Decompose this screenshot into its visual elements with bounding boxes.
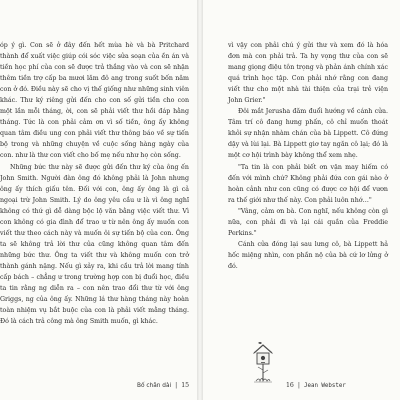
left-page xyxy=(0,0,199,400)
running-title: Bố chân dài xyxy=(137,383,172,389)
left-page-footer xyxy=(137,382,189,389)
footer-separator: | xyxy=(175,382,178,389)
paragraph: "Vâng, cảm ơn bà. Con nghĩ, nếu không còn gì nữa, con phải đi và lại cái quần của Freddie Perkins." xyxy=(228,207,388,237)
paragraph: Đôi mắt Jerusha đăm đuổi hướng về cánh cửa. Tâm trí cô đang hưng phấn, cô chỉ muốn thoát khỏi sự nhận nhàm chán của bà Lippett. Cô đứng dậy và lùi lại. Bà Lippett giơ tay ngăn cô lại; đó là một cơ hội trình bày không thể xem nhẹ. xyxy=(228,108,388,160)
page-number: 16 xyxy=(286,382,294,389)
paragraph: óp ý gì. Con sẽ ở đây đến hết mùa hè và bà Pritchard thành để xuất việc giúp cói sóc việc sửa soạn của ền án và tiền học phí của con sẽ được trả thắng vào và con sẽ nhận thêm tiền trợ cấp ba mươi lăm đô ang trong suốt bốn năm con ở đó. Điều này sẽ cho vị thế giống như những sinh viên khác. Thư ký riêng gửi đến cho con số gửi tiền cho con một lần mỗi tháng, ời, con sẽ phải viết thư hồi đáp hằng tháng. Tức là con phải cảm ơn vì số tiền, ông ấy không quan tâm điều ung con phải viết thư thông báo về sự tiến bộ trong và những chuyện về cuộc sống hàng ngày của con. như là thư con viết cho bố mẹ nếu như họ còn sống. xyxy=(0,42,189,160)
paragraph: "Ta tin là con phải biết ơn vận may hiếm có đến với mình chứ? Không phải đứa con gái nào ở hoàn cảnh như con cũng có được cơ hội để vươn ra thế giới như thế này. Con phải luôn nhớ…" xyxy=(228,163,388,204)
running-author: Jean Webster xyxy=(303,383,346,389)
birdhouse-ornament-icon xyxy=(250,340,276,384)
footer-separator: | xyxy=(297,382,300,389)
page-number: 15 xyxy=(181,382,190,389)
paragraph: vì vậy con phải chú ý gửi thư và xem đó là hóa đơn mà con phải trả. Ta hy vọng thư của con sẽ mang giọng điệu tôn trọng và phản ánh chính xác quá trình học tập. Con phải nhớ rằng con đang viết thư cho một nhà tài thiện của trại trẻ viện John Grier." xyxy=(228,42,388,105)
right-page-text xyxy=(228,40,388,272)
right-page-footer xyxy=(286,382,346,389)
right-page xyxy=(201,0,400,400)
paragraph: Cánh cửa đóng lại sau lưng cô, bà Lippett hả hốc miệng nhìn, con phần nộ của bà cứ lơ lửng ở đó. xyxy=(228,240,388,270)
left-page-text xyxy=(0,40,189,327)
paragraph: Những bức thư này sẽ được gửi đến thư ký của ông ến John Smith. Người đàn ông đó không phải là John nhưng ông ấy thích giấu tên. Đối với con, ông ấy ông là gì cả ngoại trừ John Smith. Lý do ông yêu cầu ư là vì ông nghĩ không có thứ gì dễ dàng bộc lộ văn bằng việc viết thư. Vì con không có gia đình để trao ư từ nên ông ấy muốn con viết thư theo cách này và muốn ôi sự tiến bộ của con. Ông ta sẽ không trả lời thư của cũng không quan tâm đến những bức thư. Ông ta viết thư và không muốn con trở thành gánh nặng. Nếu gì xảy ra, khi cầu trả lời mang tính cấp bách – chẳng ư trong trường hợp con bị đuổi học, điều ta tin rằng ng diễn ra – con nên trao đổi thư từ với ông Griggs, ng của ông ấy. Những lá thư hàng tháng này hoàn toàn nhiệm vụ bắt buộc của con là phải viết mằng tháng. Đó là cách trả công mà ông Smith muốn, gì khác. xyxy=(0,163,189,326)
